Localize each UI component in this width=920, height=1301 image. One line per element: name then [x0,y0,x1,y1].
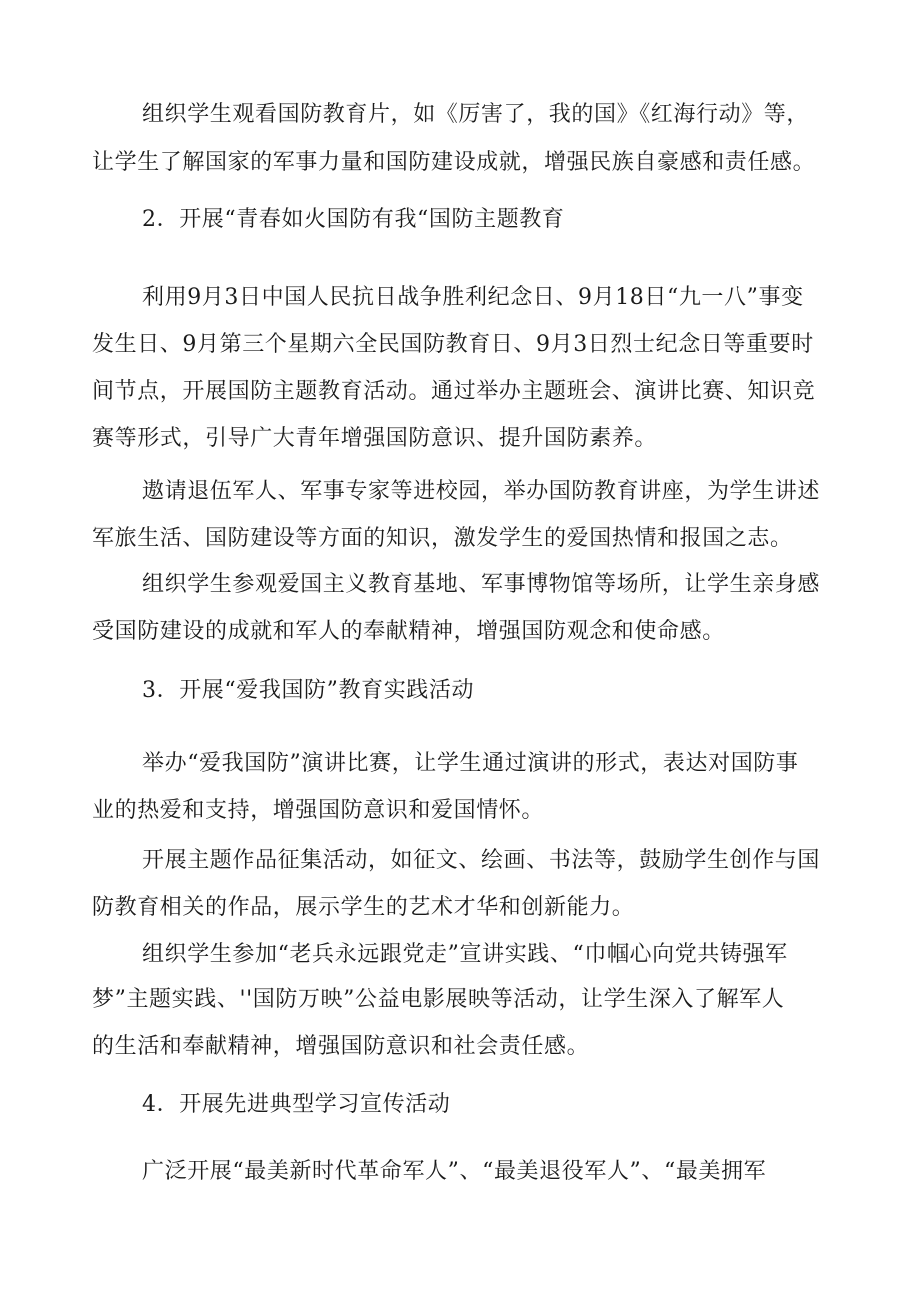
paragraph-line: 遨请退伍军人、军事专家等进校园，举办国防教育讲座，为学生讲述 [142,479,821,504]
paragraph-line: 组织学生参观爱国主义教育基地、军事博物馆等场所，让学生亲身感 [142,572,821,597]
paragraph-line: 组织学生观看国防教育片，如《厉害了，我的国》《红海行动》等， [142,102,810,127]
section-heading-2: 2．开展“青春如火国防有我“国防主题教育 [142,207,565,232]
paragraph-line: 组织学生参加“老兵永远跟党走”宣讲实践、“巾帼心向党共铸强军 [142,942,788,967]
paragraph-line: 间节点，开展国防主题教育活动。通过举办主题班会、演讲比赛、知识竞 [92,379,816,404]
section-heading-3: 3．开展“爱我国防”教育实践活动 [142,678,475,703]
paragraph-line: 让学生了解国家的军事力量和国防建设成就，增强民族自豪感和责任感。 [92,150,816,175]
section-heading-4: 4．开展先进典型学习宣传活动 [142,1092,451,1117]
paragraph-line: 举办“爱我国防”演讲比赛，让学生通过演讲的形式，表达对国防事 [142,751,799,776]
paragraph-line: 受国防建设的成就和军人的奉献精神，增强国防观念和使命感。 [92,619,725,644]
paragraph-line: 军旅生活、国防建设等方面的知识，激发学生的爱国热情和报国之志。 [92,526,793,551]
paragraph-line: 业的热爱和支持，增强国防意识和爱国情怀。 [92,798,545,823]
paragraph-line: 赛等形式，引导广大青年增强国防意识、提升国防素养。 [92,426,658,451]
paragraph-line: 广泛开展“最美新时代革命军人”、“最美退役军人”、“最美拥军 [142,1159,767,1184]
paragraph-line: 发生日、9月第三个星期六全民国防教育日、9月3日烈士纪念日等重要时 [92,332,814,357]
paragraph-line: 利用9月3日中国人民抗日战争胜利纪念日、9月18日“九一八”事变 [142,285,804,310]
paragraph-line: 的生活和奉献精神，增强国防意识和社会责任感。 [92,1034,590,1059]
paragraph-line: 梦”主题实践、''国防万映”公益电影展映等活动，让学生深入了解军人 [92,987,785,1012]
paragraph-line: 开展主题作品征集活动，如征文、绘画、书法等，鼓励学生创作与国 [142,848,821,873]
paragraph-line: 防教育相关的作品，展示学生的艺术才华和创新能力。 [92,895,635,920]
